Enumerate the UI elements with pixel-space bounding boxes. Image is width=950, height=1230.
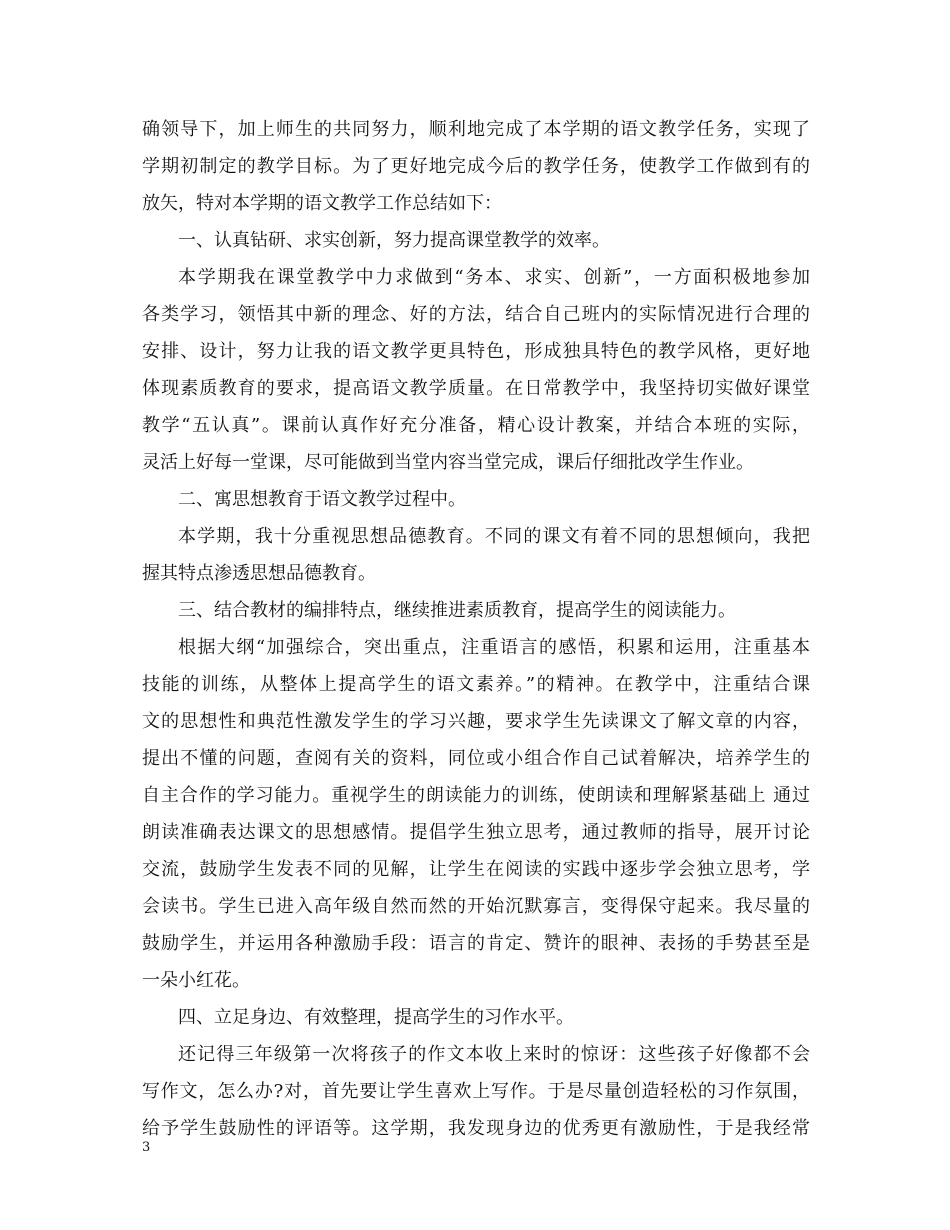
text-line: 各类学习，领悟其中新的理念、好的方法，结合自己班内的实际情况进行合理的: [142, 304, 810, 325]
text-line: 确领导下，加上师生的共同努力，顺利地完成了本学期的语文教学任务，实现了: [142, 119, 810, 140]
text-line: 灵活上好每一堂课，尽可能做到当堂内容当堂完成，课后仔细批改学生作业。: [142, 452, 754, 473]
text-line: 一朵小红花。: [142, 970, 250, 991]
text-line: 文的思想性和典范性激发学生的学习兴趣，要求学生先读课文了解文章的内容，: [142, 711, 810, 732]
text-line: 技能的训练，从整体上提高学生的语文素养。”的精神。在教学中，注重结合课: [142, 674, 810, 695]
text-line: 本学期，我十分重视思想品德教育。不同的课文有着不同的思想倾向，我把: [178, 526, 810, 547]
text-line: 自主合作的学习能力。重视学生的朗读能力的训练，使朗读和理解紧基础上 通过: [142, 785, 810, 806]
text-line: 三、结合教材的编排特点，继续推进素质教育，提高学生的阅读能力。: [178, 600, 736, 621]
body-text: [142, 111, 810, 1147]
text-line: 给予学生鼓励性的评语等。这学期，我发现身边的优秀更有激励性，于是我经常: [142, 1118, 810, 1139]
text-line: 握其特点渗透思想品德教育。: [142, 563, 376, 584]
text-line: 提出不懂的问题，查阅有关的资料，同位或小组合作自己试着解决，培养学生的: [142, 748, 810, 769]
text-line: 学期初制定的教学目标。为了更好地完成今后的教学任务，使教学工作做到有的: [142, 156, 810, 177]
page-number: 3: [142, 1140, 151, 1155]
text-line: 朗读准确表达课文的思想感情。提倡学生独立思考，通过教师的指导，展开讨论: [142, 822, 810, 843]
text-line: 根据大纲“加强综合，突出重点，注重语言的感悟，积累和运用，注重基本: [178, 637, 810, 658]
text-line: 鼓励学生，并运用各种激励手段：语言的肯定、赞许的眼神、表扬的手势甚至是: [142, 933, 810, 954]
text-line: 还记得三年级第一次将孩子的作文本收上来时的惊讶：这些孩子好像都不会: [178, 1044, 810, 1065]
text-line: 交流，鼓励学生发表不同的见解，让学生在阅读的实践中逐步学会独立思考，学: [142, 859, 810, 880]
text-line: 会读书。学生已进入高年级自然而然的开始沉默寡言，变得保守起来。我尽量的: [142, 896, 810, 917]
text-line: 写作文，怎么办?对，首先要让学生喜欢上写作。于是尽量创造轻松的习作氛围，: [142, 1081, 810, 1102]
text-line: 安排、设计，努力让我的语文教学更具特色，形成独具特色的教学风格，更好地: [142, 341, 810, 362]
text-line: 体现素质教育的要求，提高语文教学质量。在日常教学中，我坚持切实做好课堂: [142, 378, 810, 399]
text-line: 放矢，特对本学期的语文教学工作总结如下：: [142, 193, 502, 214]
text-line: 本学期我在课堂教学中力求做到“务本、求实、创新”，一方面积极地参加: [178, 267, 810, 288]
text-line: 四、立足身边、有效整理，提高学生的习作水平。: [178, 1007, 574, 1028]
text-line: 教学“五认真”。课前认真作好充分准备，精心设计教案，并结合本班的实际，: [142, 415, 810, 436]
text-line: 二、寓思想教育于语文教学过程中。: [178, 489, 466, 510]
text-line: 一、认真钻研、求实创新，努力提高课堂教学的效率。: [178, 230, 610, 251]
